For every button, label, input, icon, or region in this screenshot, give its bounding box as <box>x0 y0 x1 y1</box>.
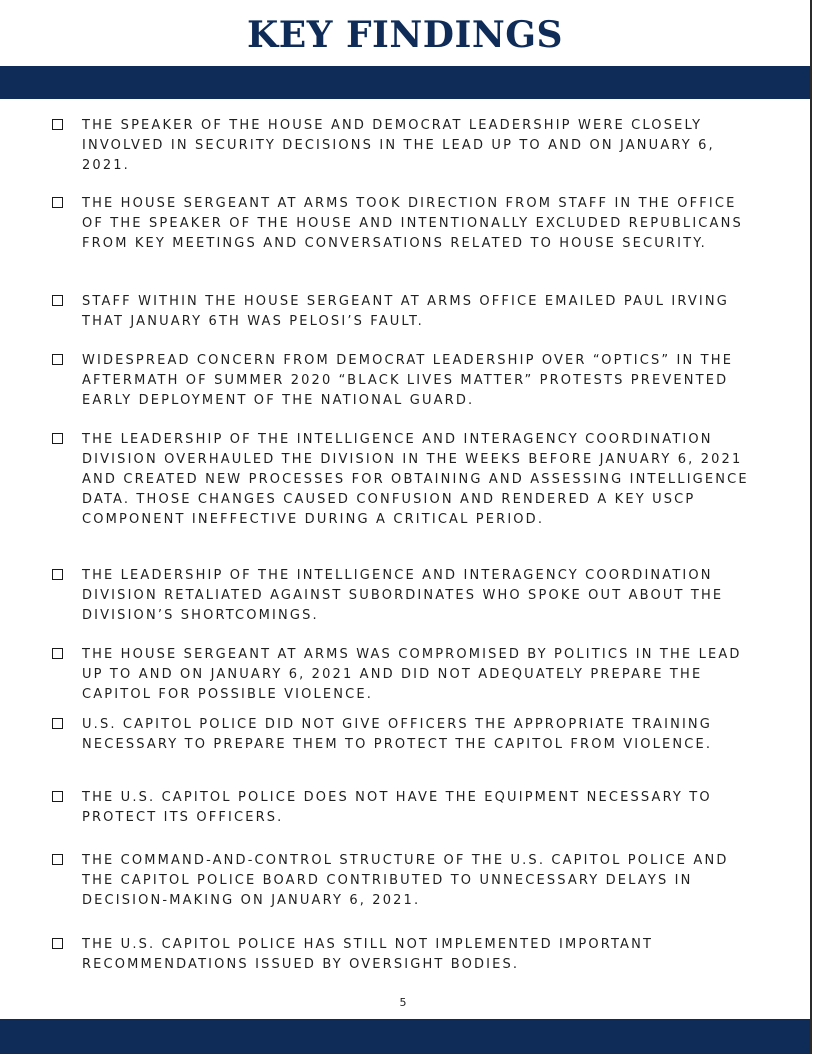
finding-text: THE HOUSE SERGEANT AT ARMS TOOK DIRECTION FROM STAFF IN THE OFFICE OF THE SPEAKER OF THE HOUSE AND INTENTIONALLY EXCLUDED REPUBLICANS FROM KEY MEETINGS AND CONVERSATIONS RELATED TO HOUSE SECURITY. <box>82 196 743 251</box>
finding-text: THE SPEAKER OF THE HOUSE AND DEMOCRAT LEADERSHIP WERE CLOSELY INVOLVED IN SECURITY DECISIONS IN THE LEAD UP TO AND ON JANUARY 6, 2021. <box>82 118 715 173</box>
finding-text: U.S. CAPITOL POLICE DID NOT GIVE OFFICERS THE APPROPRIATE TRAINING NECESSARY TO PREPARE THEM TO PROTECT THE CAPITOL FROM VIOLENCE. <box>82 717 713 752</box>
checkbox-icon <box>52 854 63 865</box>
checkbox-icon <box>52 569 63 580</box>
finding-text: THE U.S. CAPITOL POLICE DOES NOT HAVE THE EQUIPMENT NECESSARY TO PROTECT ITS OFFICERS. <box>82 790 712 825</box>
finding-text: THE U.S. CAPITOL POLICE HAS STILL NOT IMPLEMENTED IMPORTANT RECOMMENDATIONS ISSUED BY OVERSIGHT BODIES. <box>82 937 654 972</box>
header-band <box>0 66 810 99</box>
footer-band <box>0 1019 810 1054</box>
checkbox-icon <box>52 791 63 802</box>
checkbox-icon <box>52 433 63 444</box>
checkbox-icon <box>52 295 63 306</box>
checkbox-icon <box>52 938 63 949</box>
page-title: KEY FINDINGS <box>247 14 563 56</box>
checkbox-icon <box>52 119 63 130</box>
checkbox-icon <box>52 197 63 208</box>
finding-text: STAFF WITHIN THE HOUSE SERGEANT AT ARMS OFFICE EMAILED PAUL IRVING THAT JANUARY 6TH WAS PELOSI’S FAULT. <box>82 294 729 329</box>
finding-text: THE LEADERSHIP OF THE INTELLIGENCE AND INTERAGENCY COORDINATION DIVISION OVERHAULED THE DIVISION IN THE WEEKS BEFORE JANUARY 6, 2021 AND CREATED NEW PROCESSES FOR OBTAINING AND ASSESSING INTELLIGENCE DATA. THOSE CHANGES CAUSED CONFUSION AND RENDERED A KEY USCP COMPONENT INEFFECTIVE DURING A CRITICAL PERIOD. <box>82 432 749 527</box>
finding-text: THE COMMAND-AND-CONTROL STRUCTURE OF THE U.S. CAPITOL POLICE AND THE CAPITOL POLICE BOARD CONTRIBUTED TO UNNECESSARY DELAYS IN DECISION-MAKING ON JANUARY 6, 2021. <box>82 853 729 908</box>
checkbox-icon <box>52 648 63 659</box>
page-number: 5 <box>399 996 407 1009</box>
checkbox-icon <box>52 354 63 365</box>
checkbox-icon <box>52 718 63 729</box>
finding-text: THE HOUSE SERGEANT AT ARMS WAS COMPROMISED BY POLITICS IN THE LEAD UP TO AND ON JANUARY 6, 2021 AND DID NOT ADEQUATELY PREPARE THE CAPITOL FOR POSSIBLE VIOLENCE. <box>82 647 742 702</box>
finding-text: WIDESPREAD CONCERN FROM DEMOCRAT LEADERSHIP OVER “OPTICS” IN THE AFTERMATH OF SUMMER 2020 “BLACK LIVES MATTER” PROTESTS PREVENTED EARLY DEPLOYMENT OF THE NATIONAL GUARD. <box>82 353 734 408</box>
finding-text: THE LEADERSHIP OF THE INTELLIGENCE AND INTERAGENCY COORDINATION DIVISION RETALIATED AGAINST SUBORDINATES WHO SPOKE OUT ABOUT THE DIVISION’S SHORTCOMINGS. <box>82 568 724 623</box>
